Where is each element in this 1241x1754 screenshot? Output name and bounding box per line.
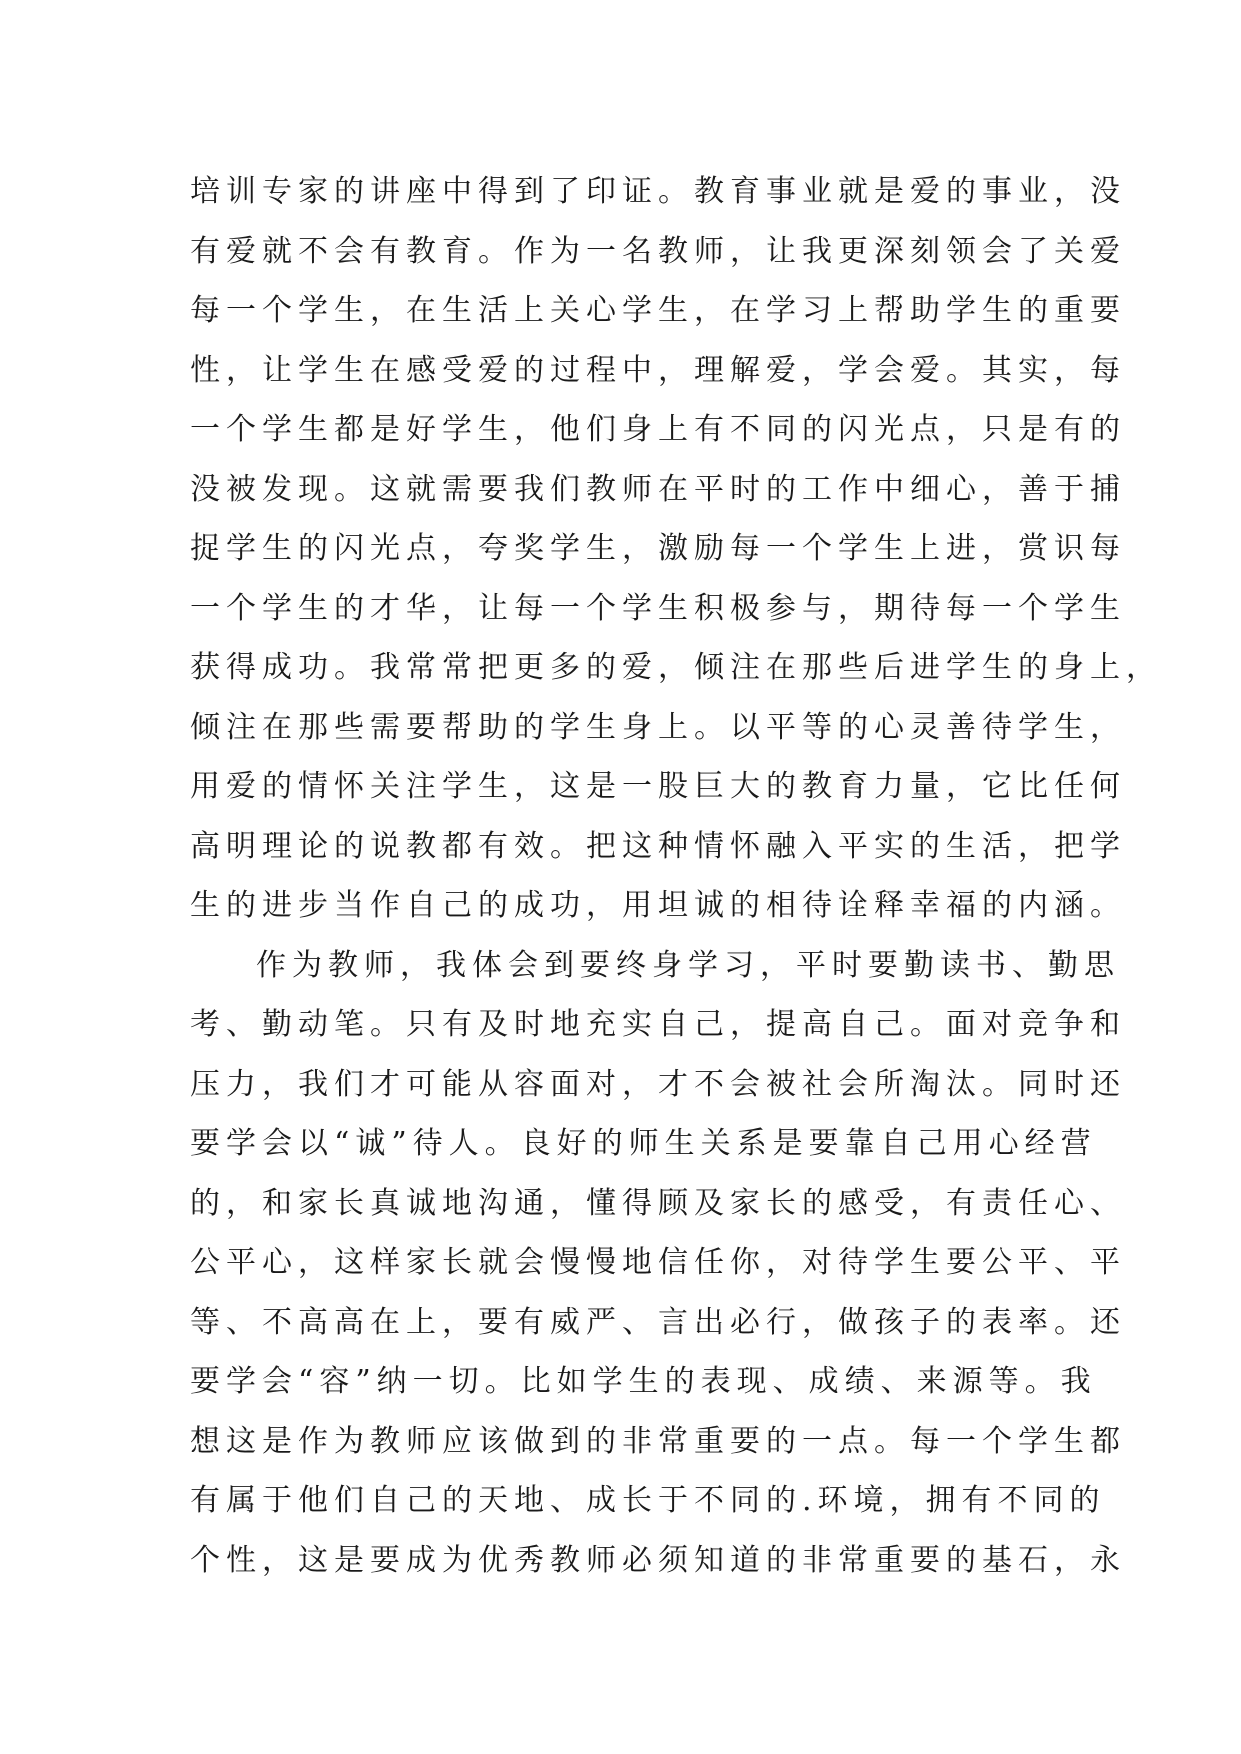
text-line: 有属于他们自己的天地、成长于不同的.环境，拥有不同的 (190, 1483, 1106, 1518)
text-line: 生的进步当作自己的成功，用坦诚的相待诠释幸福的内涵。 (190, 888, 1126, 923)
text-line: 没被发现。这就需要我们教师在平时的工作中细心，善于捕 (190, 471, 1126, 507)
text-line: 考、勤动笔。只有及时地充实自己，提高自己。面对竞争和 (190, 1007, 1126, 1042)
text-line: 获得成功。我常常把更多的爱，倾注在那些后进学生的身上， (190, 650, 1162, 685)
document-body (190, 162, 1162, 1590)
text-line: 性，让学生在感受爱的过程中，理解爱，学会爱。其实，每 (190, 352, 1126, 388)
paragraph-2 (190, 936, 1126, 1591)
text-line: 有爱就不会有教育。作为一名教师，让我更深刻领会了关爱 (190, 233, 1126, 269)
text-line: 个性，这是要成为优秀教师必须知道的非常重要的基石，永 (190, 1542, 1126, 1578)
text-line: 公平心，这样家长就会慢慢地信任你，对待学生要公平、平 (190, 1245, 1126, 1280)
text-line: 一个学生的才华，让每一个学生积极参与，期待每一个学生 (190, 590, 1126, 626)
text-line: 作为教师，我体会到要终身学习，平时要勤读书、勤思 (256, 947, 1120, 983)
text-line: 一个学生都是好学生，他们身上有不同的闪光点，只是有的 (190, 412, 1126, 447)
text-line: 要学会“容”纳一切。比如学生的表现、成绩、来源等。我 (190, 1364, 1097, 1399)
text-line: 高明理论的说教都有效。把这种情怀融入平实的生活，把学 (190, 828, 1126, 864)
text-line: 培训专家的讲座中得到了印证。教育事业就是爱的事业，没 (190, 174, 1126, 209)
text-line: 的，和家长真诚地沟通，懂得顾及家长的感受，有责任心、 (190, 1185, 1126, 1221)
text-line: 要学会以“诚”待人。良好的师生关系是要靠自己用心经营 (190, 1126, 1097, 1161)
text-line: 每一个学生，在生活上关心学生，在学习上帮助学生的重要 (190, 293, 1126, 328)
text-line: 用爱的情怀关注学生，这是一股巨大的教育力量，它比任何 (190, 769, 1126, 804)
text-line: 捉学生的闪光点，夸奖学生，激励每一个学生上进，赏识每 (190, 531, 1126, 566)
text-line: 倾注在那些需要帮助的学生身上。以平等的心灵善待学生， (190, 709, 1126, 745)
text-line: 压力，我们才可能从容面对，才不会被社会所淘汰。同时还 (190, 1066, 1126, 1102)
paragraph-1 (190, 162, 1162, 936)
text-line: 想这是作为教师应该做到的非常重要的一点。每一个学生都 (190, 1423, 1126, 1459)
text-line: 等、不高高在上，要有威严、言出必行，做孩子的表率。还 (190, 1304, 1126, 1340)
